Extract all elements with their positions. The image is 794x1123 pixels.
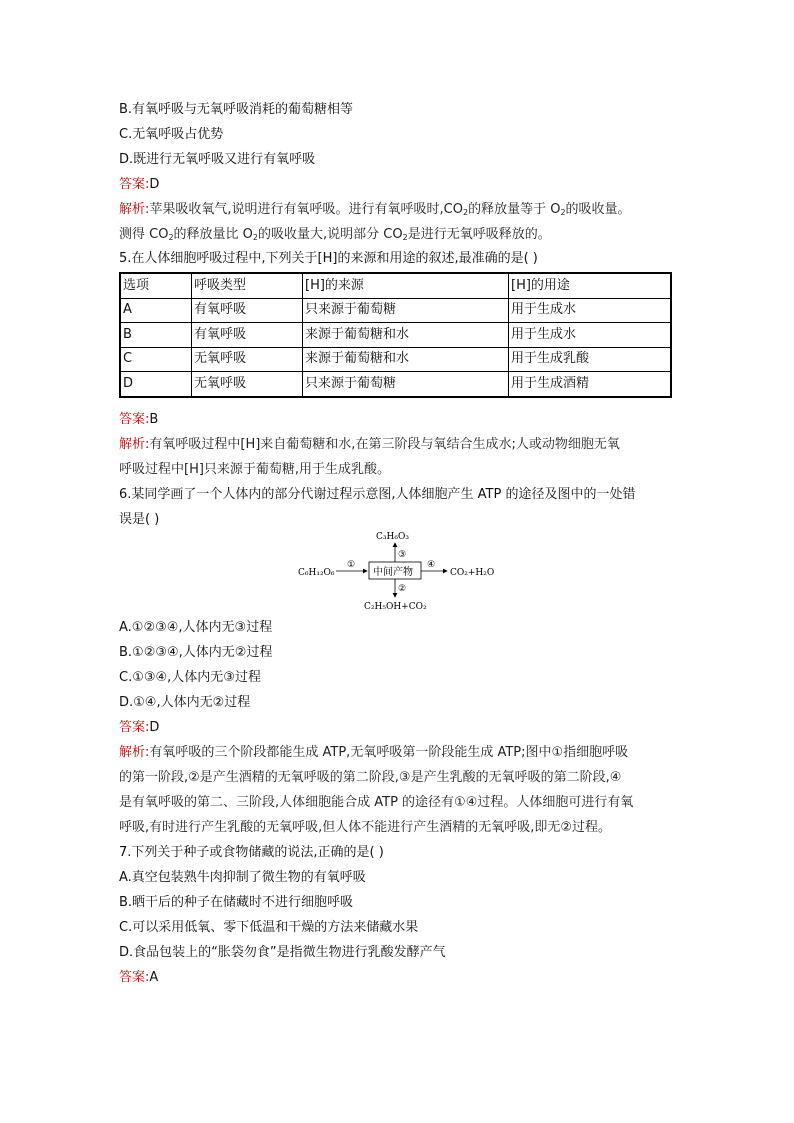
q5-explanation-line-1 xyxy=(119,435,620,455)
co2-water-label: CO₂+H₂O xyxy=(450,568,495,578)
table-cell: B xyxy=(120,323,192,348)
q6-option-c: C.①③④,人体内无③过程 xyxy=(119,670,261,685)
table-cell: 只来源于葡萄糖 xyxy=(303,372,509,397)
q6-explanation-line-3: 是有氧呼吸的第二、三阶段,人体细胞能合成 ATP 的途径有①④过程。人体细胞可进行有氧 xyxy=(119,795,634,810)
exp-text: 的释放量比 O xyxy=(173,227,253,242)
subscript: 2 xyxy=(168,233,174,242)
table-header-cell: [H]的用途 xyxy=(509,273,672,298)
q7-stem: 7.下列关于种子或食物储藏的说法,正确的是( ) xyxy=(119,845,384,860)
q5-table xyxy=(119,272,672,398)
table-header-cell: 选项 xyxy=(120,273,192,298)
subscript: 2 xyxy=(402,233,408,242)
q6-explanation-line-4: 呼吸,有时进行产生乳酸的无氧呼吸,但人体不能进行产生酒精的无氧呼吸,即无②过程。 xyxy=(119,820,612,835)
explanation-label: 解析: xyxy=(119,745,150,760)
answer-value: A xyxy=(149,970,159,985)
table-header-cell: 呼吸类型 xyxy=(192,273,303,298)
q4-explanation-line-2 xyxy=(119,225,551,248)
intermediate-label: 中间产物 xyxy=(373,567,413,578)
answer-value: D xyxy=(149,177,160,192)
table-row xyxy=(120,372,671,397)
q6-stem-line-1: 6.某同学画了一个人体内的部分代谢过程示意图,人体细胞产生 ATP 的途径及图中的一处错 xyxy=(119,487,636,502)
table-header-cell: [H]的来源 xyxy=(303,273,509,298)
q4-option-b: B.有氧呼吸与无氧呼吸消耗的葡萄糖相等 xyxy=(119,102,354,117)
exp-text: 测得 CO xyxy=(119,227,169,242)
metabolism-diagram xyxy=(294,528,504,613)
table-cell: 用于生成水 xyxy=(509,323,672,348)
table-cell: 有氧呼吸 xyxy=(192,298,303,323)
exp-text: 有氧呼吸过程中[H]来自葡萄糖和水,在第三阶段与氧结合生成水;人或动物细胞无氧 xyxy=(149,437,620,452)
table-cell: A xyxy=(120,298,192,323)
exp-text: 有氧呼吸的三个阶段都能生成 ATP,无氧呼吸第一阶段能生成 ATP;图中①指细胞呼吸 xyxy=(149,745,629,760)
answer-value: B xyxy=(149,412,159,427)
table-header-row xyxy=(120,273,671,298)
exp-text: 的吸收量大,说明部分 CO xyxy=(258,227,403,242)
step-1-label: ① xyxy=(347,560,356,570)
exp-text: 的吸收量。 xyxy=(565,202,631,217)
subscript: 2 xyxy=(560,208,566,217)
q6-option-a: A.①②③④,人体内无③过程 xyxy=(119,620,273,635)
step-2-label: ② xyxy=(398,584,407,594)
answer-value: D xyxy=(149,720,160,735)
q6-stem-line-2: 误是( ) xyxy=(119,512,160,527)
q4-option-c: C.无氧呼吸占优势 xyxy=(119,127,224,142)
q5-explanation-line-2: 呼吸过程中[H]只来源于葡萄糖,用于生成乳酸。 xyxy=(119,462,391,477)
q7-option-b: B.晒干后的种子在储藏时不进行细胞呼吸 xyxy=(119,895,354,910)
exp-text: 苹果吸收氧气,说明进行有氧呼吸。进行有氧呼吸时,CO xyxy=(149,202,463,217)
table-row xyxy=(120,323,671,348)
glucose-label: C₆H₁₂O₆ xyxy=(298,568,335,578)
lactic-acid-label: C₃H₆O₃ xyxy=(376,532,409,542)
q7-option-a: A.真空包装熟牛肉抑制了微生物的有氧呼吸 xyxy=(119,870,366,885)
subscript: 2 xyxy=(252,233,259,242)
q4-answer xyxy=(119,175,159,195)
answer-label: 答案: xyxy=(119,970,150,985)
table-cell: 用于生成乳酸 xyxy=(509,347,672,372)
q6-answer xyxy=(119,718,159,738)
table-cell: 来源于葡萄糖和水 xyxy=(303,347,509,372)
table-cell: 用于生成酒精 xyxy=(509,372,672,397)
answer-label: 答案: xyxy=(119,720,150,735)
step-4-label: ④ xyxy=(427,560,436,570)
q7-answer xyxy=(119,968,158,988)
q5-answer xyxy=(119,410,158,430)
table-cell: 只来源于葡萄糖 xyxy=(303,298,509,323)
q4-explanation-line-1 xyxy=(119,200,631,223)
table-row xyxy=(120,347,671,372)
table-cell: C xyxy=(120,347,192,372)
q6-option-d: D.①④,人体内无②过程 xyxy=(119,695,251,710)
q5-stem: 5.在人体细胞呼吸过程中,下列关于[H]的来源和用途的叙述,最准确的是( ) xyxy=(119,251,538,266)
q6-explanation-line-2: 的第一阶段,②是产生酒精的无氧呼吸的第二阶段,③是产生乳酸的无氧呼吸的第二阶段,④ xyxy=(119,770,622,785)
answer-label: 答案: xyxy=(119,177,150,192)
table-cell: 用于生成水 xyxy=(509,298,672,323)
ethanol-label: C₂H₅OH+CO₂ xyxy=(364,602,427,612)
table-cell: 来源于葡萄糖和水 xyxy=(303,323,509,348)
subscript: 2 xyxy=(462,208,469,217)
table-cell: D xyxy=(120,372,192,397)
table-cell: 有氧呼吸 xyxy=(192,323,303,348)
exp-text: 是进行无氧呼吸释放的。 xyxy=(407,227,551,242)
table-cell: 无氧呼吸 xyxy=(192,372,303,397)
table-row xyxy=(120,298,671,323)
exp-text: 的释放量等于 O xyxy=(468,202,561,217)
q7-option-c: C.可以采用低氧、零下低温和干燥的方法来储藏水果 xyxy=(119,920,419,935)
explanation-label: 解析: xyxy=(119,202,150,217)
explanation-label: 解析: xyxy=(119,437,150,452)
q6-option-b: B.①②③④,人体内无②过程 xyxy=(119,645,273,660)
q7-option-d: D.食品包装上的“胀袋勿食”是指微生物进行乳酸发酵产气 xyxy=(119,945,446,960)
answer-label: 答案: xyxy=(119,412,150,427)
q4-option-d: D.既进行无氧呼吸又进行有氧呼吸 xyxy=(119,152,316,167)
step-3-label: ③ xyxy=(398,550,407,560)
table-cell: 无氧呼吸 xyxy=(192,347,303,372)
q6-explanation-line-1 xyxy=(119,743,628,763)
